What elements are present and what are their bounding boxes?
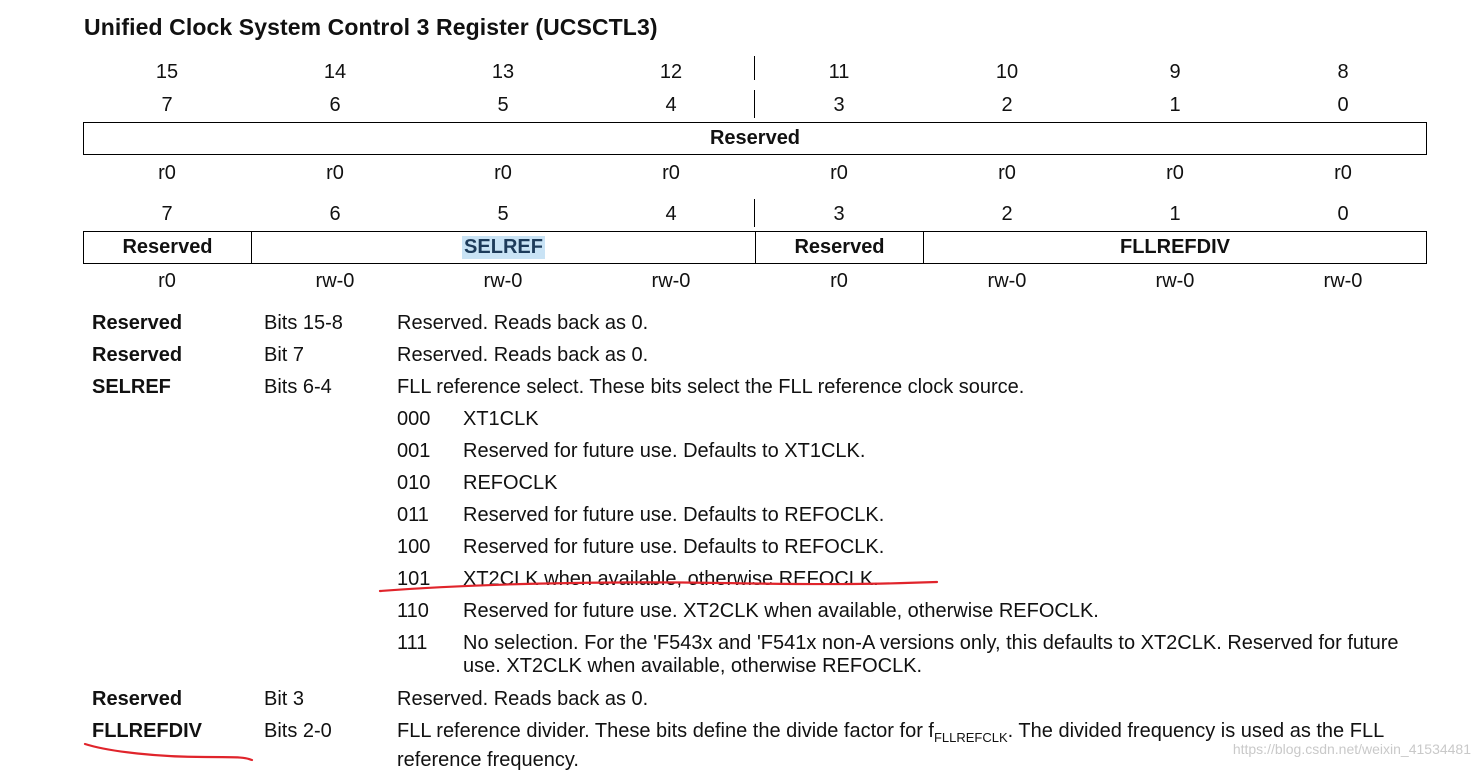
field-name: SELREF <box>92 376 171 398</box>
field-description: Reserved. Reads back as 0. <box>397 344 649 366</box>
field-bits: Bit 7 <box>264 344 305 366</box>
field-reserved-bit3: Reserved <box>755 232 923 263</box>
bit-number: 7 <box>161 203 173 225</box>
field-name: FLLREFDIV <box>92 720 202 742</box>
bit-number: 2 <box>1001 94 1013 116</box>
selref-code: 000 <box>397 408 431 430</box>
bit-number: 2 <box>1001 203 1013 225</box>
access-type: rw-0 <box>651 270 691 292</box>
bit-number: 13 <box>491 61 515 83</box>
field-description: FLL reference select. These bits select the FLL reference clock source. <box>397 376 1025 398</box>
field-description: Reserved. Reads back as 0. <box>397 688 649 710</box>
field-description: Reserved. Reads back as 0. <box>397 312 649 334</box>
selref-highlight: SELREF <box>464 236 543 258</box>
selref-code: 110 <box>397 600 429 622</box>
field-reserved-high: Reserved <box>709 127 801 149</box>
selref-code: 111 <box>397 632 428 654</box>
bit-number: 5 <box>497 94 509 116</box>
bit-number: 0 <box>1337 94 1349 116</box>
bit-number: 4 <box>665 203 677 225</box>
bit-number: 12 <box>659 61 683 83</box>
selref-option-desc: Reserved for future use. Defaults to XT1CLK. <box>463 440 866 462</box>
field-reserved-bit7: Reserved <box>122 236 213 258</box>
bit-number: 6 <box>329 203 341 225</box>
field-bits: Bits 15-8 <box>264 312 343 334</box>
bit-number: 15 <box>155 61 179 83</box>
byte-divider <box>754 56 755 80</box>
bit-number: 7 <box>161 94 173 116</box>
access-type: r0 <box>998 162 1016 184</box>
field-bits: Bits 2-0 <box>264 720 332 742</box>
selref-option-desc: No selection. For the 'F543x and 'F541x non-A versions only, this defaults to XT2CLK. Reserved for future use. XT2CLK when available, otherwise REFOCLK. <box>463 632 1399 677</box>
access-type: r0 <box>158 162 176 184</box>
byte-divider <box>754 199 755 227</box>
selref-code: 100 <box>397 536 431 558</box>
field-bits: Bits 6-4 <box>264 376 332 398</box>
field-name: Reserved <box>92 688 183 710</box>
selref-code: 101 <box>397 568 431 590</box>
access-type: rw-0 <box>1155 270 1195 292</box>
access-type: r0 <box>662 162 680 184</box>
bit-number: 3 <box>833 203 845 225</box>
bit-number: 4 <box>665 94 677 116</box>
access-type: r0 <box>326 162 344 184</box>
bit-number: 11 <box>828 61 850 83</box>
selref-option-desc: Reserved for future use. XT2CLK when available, otherwise REFOCLK. <box>463 600 1099 622</box>
access-type: r0 <box>494 162 512 184</box>
selref-option-desc: Reserved for future use. Defaults to REFOCLK. <box>463 536 885 558</box>
byte-divider <box>754 90 755 118</box>
bit-number: 0 <box>1337 203 1349 225</box>
field-selref <box>251 232 755 263</box>
selref-option-desc: XT1CLK <box>463 408 539 430</box>
selref-option-desc: XT2CLK when available, otherwise REFOCLK. <box>463 568 879 590</box>
field-name: Reserved <box>92 344 183 366</box>
bit-number: 5 <box>497 203 509 225</box>
register-field-box-high <box>83 122 1427 155</box>
selref-code: 001 <box>397 440 431 462</box>
access-type: rw-0 <box>1323 270 1363 292</box>
desc-subscript: FLLREFCLK <box>933 730 1008 745</box>
field-fllrefdiv: FLLREFDIV <box>923 232 1426 263</box>
bit-number: 8 <box>1337 61 1349 83</box>
bit-number: 9 <box>1169 61 1181 83</box>
underline-fllrefdiv <box>85 744 252 760</box>
selref-code: 011 <box>397 504 429 526</box>
access-type: r0 <box>1334 162 1352 184</box>
field-bits: Bit 3 <box>264 688 305 710</box>
access-type: rw-0 <box>315 270 355 292</box>
selref-option-desc: REFOCLK <box>463 472 558 494</box>
desc-text: FLL reference divider. These bits define the divide factor for f <box>397 720 934 742</box>
bit-number: 6 <box>329 94 341 116</box>
field-name: Reserved <box>92 312 183 334</box>
selref-option-desc: Reserved for future use. Defaults to REFOCLK. <box>463 504 885 526</box>
access-type: r0 <box>1166 162 1184 184</box>
bit-number: 3 <box>833 94 845 116</box>
bit-number: 14 <box>323 61 347 83</box>
register-title: Unified Clock System Control 3 Register (UCSCTL3) <box>84 14 658 40</box>
access-type: r0 <box>830 270 848 292</box>
register-field-box-low <box>83 231 1427 264</box>
access-type: rw-0 <box>483 270 523 292</box>
access-type: rw-0 <box>987 270 1027 292</box>
desc-text: . The divided frequency is used as the FLL reference frequency. <box>397 720 1384 771</box>
selref-code: 010 <box>397 472 431 494</box>
bit-number: 10 <box>995 61 1019 83</box>
watermark: https://blog.csdn.net/weixin_41534481 <box>1232 741 1471 757</box>
access-type: r0 <box>158 270 176 292</box>
bit-number: 1 <box>1169 94 1181 116</box>
bit-number: 1 <box>1169 203 1181 225</box>
access-type: r0 <box>830 162 848 184</box>
